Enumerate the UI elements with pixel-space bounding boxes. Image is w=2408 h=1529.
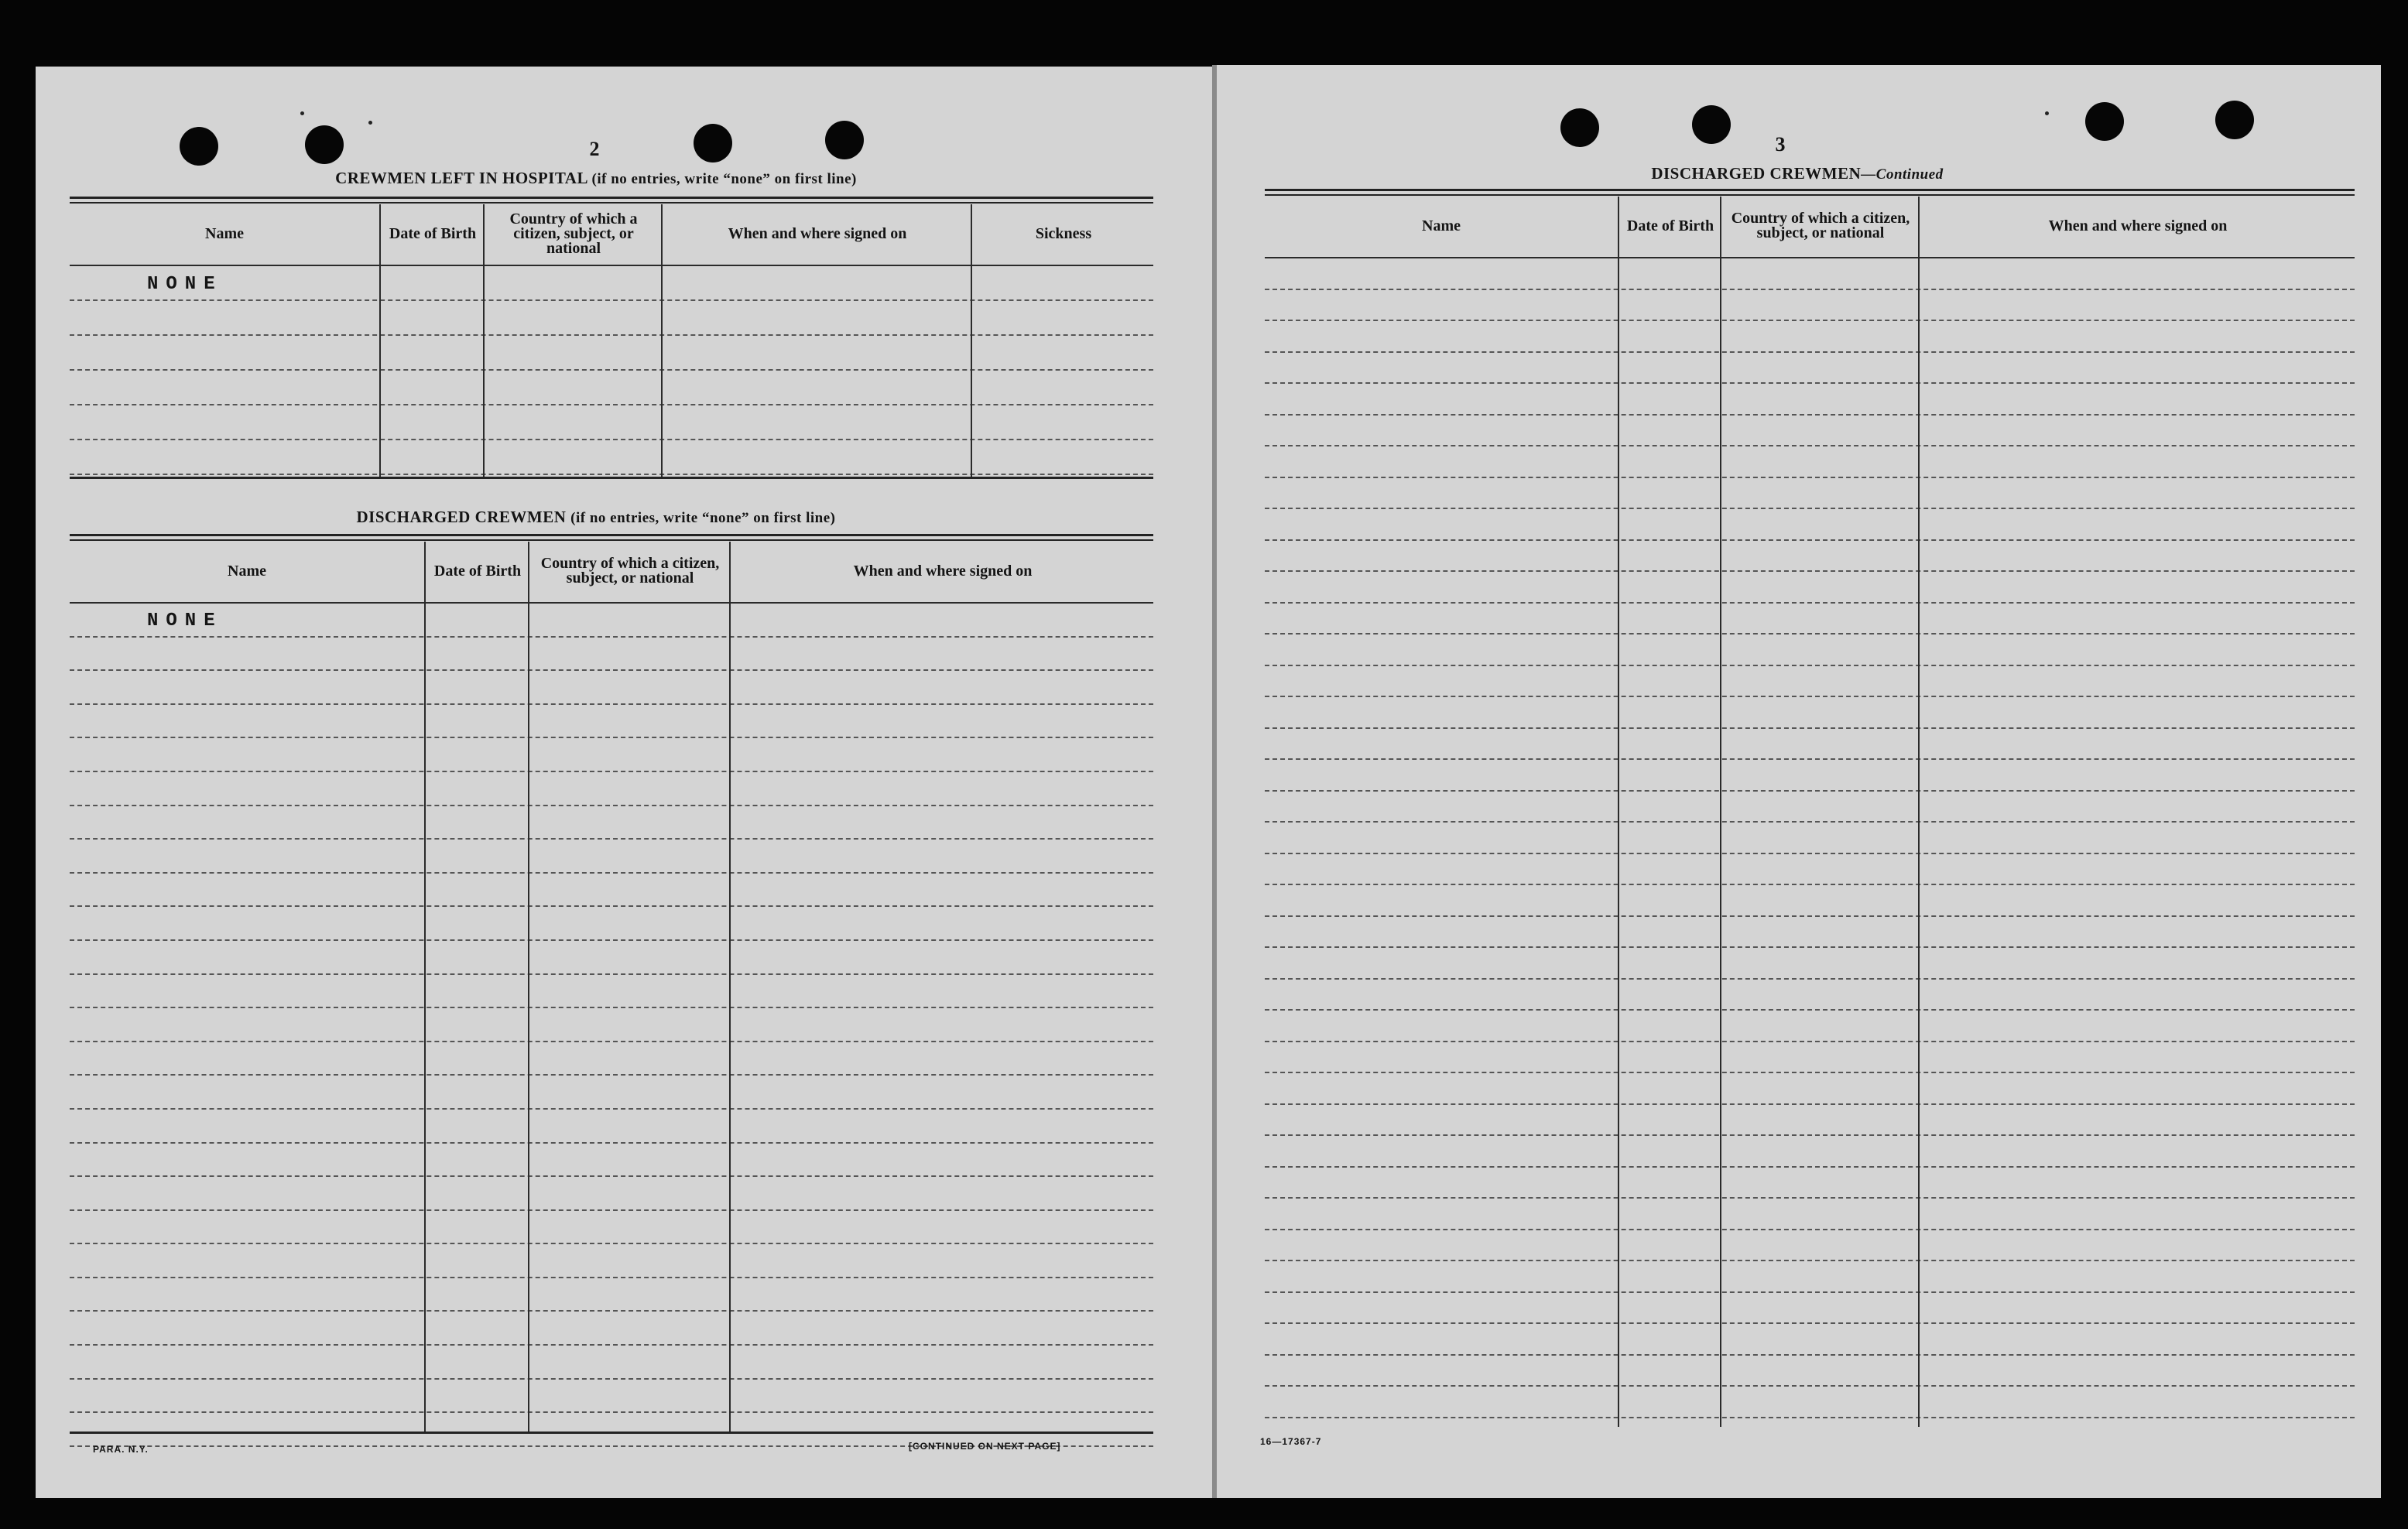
discharged-title-text: DISCHARGED CREWMEN	[356, 508, 567, 526]
table-row	[70, 705, 1153, 739]
table-row	[70, 671, 1153, 705]
continued-title-text: DISCHARGED CREWMEN	[1651, 164, 1862, 183]
table-row	[1265, 1324, 2355, 1356]
table-row	[1265, 1011, 2355, 1042]
table-row	[70, 874, 1153, 908]
punch-hole	[2215, 101, 2254, 139]
table-row	[70, 371, 1153, 405]
table-top-rule	[1265, 194, 2355, 196]
table-row	[1265, 792, 2355, 823]
discharged-rows	[70, 604, 1153, 1447]
table-row	[1265, 1042, 2355, 1074]
table-row	[1265, 1105, 2355, 1137]
table-top-rule	[70, 197, 1153, 199]
table-row	[70, 806, 1153, 840]
table-row	[1265, 1168, 2355, 1199]
column-divider	[729, 542, 731, 1433]
table-row	[70, 1008, 1153, 1042]
table-row	[1265, 384, 2355, 416]
col-header-country: Country of which a citizen, subject, or national	[1731, 210, 1910, 241]
table-row	[70, 638, 1153, 672]
table-row	[1265, 416, 2355, 447]
table-row	[70, 1177, 1153, 1211]
col-header-signed: When and where signed on	[853, 562, 1033, 580]
punch-hole	[305, 125, 344, 164]
table-bottom-rule	[70, 1432, 1153, 1434]
table-row	[1265, 1199, 2355, 1230]
table-row	[70, 975, 1153, 1009]
col-header-country: Country of which a citizen, subject, or national	[540, 555, 720, 587]
punch-hole	[1560, 108, 1599, 147]
col-header-name: Name	[1422, 217, 1461, 234]
table-row	[1265, 509, 2355, 541]
continued-suffix: —Continued	[1861, 166, 1944, 183]
name-cell: NONE	[147, 274, 223, 295]
speck	[2045, 111, 2049, 115]
discharged-table	[70, 534, 1153, 1435]
table-row	[1265, 604, 2355, 635]
table-row	[1265, 541, 2355, 573]
page-number: 3	[1775, 133, 1786, 156]
right-page	[1217, 65, 2381, 1498]
table-row	[70, 1244, 1153, 1278]
table-row	[70, 941, 1153, 975]
page-number: 2	[589, 138, 600, 160]
speck	[300, 111, 304, 115]
col-header-dob: Date of Birth	[1626, 217, 1714, 234]
table-row	[1265, 290, 2355, 322]
column-divider	[528, 542, 529, 1433]
punch-hole	[180, 127, 218, 166]
punch-hole	[825, 121, 864, 159]
table-row	[1265, 1356, 2355, 1387]
table-row	[70, 1110, 1153, 1144]
table-row	[1265, 572, 2355, 604]
table-row	[1265, 1293, 2355, 1325]
table-row	[70, 604, 1153, 638]
table-row	[1265, 760, 2355, 792]
table-row	[1265, 1387, 2355, 1418]
table-row	[70, 1346, 1153, 1380]
table-row	[70, 1278, 1153, 1312]
table-row	[70, 772, 1153, 806]
table-row	[70, 301, 1153, 336]
col-header-name: Name	[228, 562, 266, 580]
table-row	[1265, 980, 2355, 1011]
table-row	[1265, 885, 2355, 917]
col-header-sickness: Sickness	[1035, 224, 1092, 242]
discharged-continued-table	[1265, 189, 2355, 1427]
table-row	[1265, 353, 2355, 385]
col-header-signed: When and where signed on	[2048, 217, 2228, 234]
table-row	[70, 405, 1153, 440]
column-divider	[483, 204, 485, 478]
discharged-instruction: (if no entries, write “none” on first line)	[570, 510, 836, 526]
table-row	[70, 1144, 1153, 1178]
name-cell: NONE	[147, 610, 223, 631]
table-row	[70, 1076, 1153, 1110]
column-divider	[1720, 197, 1721, 1427]
hospital-title-text: CREWMEN LEFT IN HOSPITAL	[335, 169, 587, 187]
hospital-instruction: (if no entries, write “none” on first line)	[591, 171, 857, 187]
hospital-section-title	[36, 169, 1156, 188]
table-row	[70, 1312, 1153, 1346]
column-divider	[379, 204, 381, 478]
continued-note: [CONTINUED ON NEXT PAGE]	[909, 1441, 1061, 1452]
table-row	[1265, 729, 2355, 761]
table-top-rule	[1265, 189, 2355, 191]
col-header-name: Name	[205, 224, 244, 242]
column-divider	[661, 204, 663, 478]
table-row	[70, 1042, 1153, 1076]
table-row	[1265, 697, 2355, 729]
continued-rows	[1265, 258, 2355, 1418]
table-row	[70, 440, 1153, 475]
table-top-rule	[70, 202, 1153, 204]
continued-section-title	[1255, 164, 2339, 183]
table-row	[70, 266, 1153, 301]
punch-hole	[694, 124, 732, 162]
printer-imprint: PARA. N.Y.	[93, 1444, 149, 1455]
table-row	[1265, 854, 2355, 886]
table-row	[1265, 948, 2355, 980]
table-row	[70, 336, 1153, 371]
table-row	[70, 738, 1153, 772]
left-page	[36, 67, 1214, 1498]
table-row	[1265, 446, 2355, 478]
table-row	[70, 907, 1153, 941]
column-divider	[1618, 197, 1619, 1427]
col-header-dob: Date of Birth	[433, 562, 522, 580]
table-row	[1265, 823, 2355, 854]
table-row	[70, 1211, 1153, 1245]
table-top-rule	[70, 539, 1153, 541]
column-divider	[971, 204, 972, 478]
col-header-dob: Date of Birth	[389, 224, 477, 242]
table-row	[1265, 321, 2355, 353]
table-row	[1265, 1230, 2355, 1262]
table-row	[1265, 635, 2355, 666]
table-row	[1265, 666, 2355, 698]
discharged-section-title	[36, 508, 1156, 527]
table-top-rule	[70, 534, 1153, 536]
col-header-signed: When and where signed on	[728, 224, 907, 242]
table-bottom-rule	[70, 477, 1153, 479]
hospital-table	[70, 197, 1153, 480]
table-row	[1265, 478, 2355, 510]
table-row	[1265, 917, 2355, 949]
table-row	[1265, 1073, 2355, 1105]
table-row	[1265, 1136, 2355, 1168]
punch-hole	[1692, 105, 1731, 144]
form-number: 16—17367-7	[1260, 1436, 1322, 1447]
table-row	[70, 1380, 1153, 1414]
table-row	[1265, 258, 2355, 290]
hospital-rows	[70, 266, 1153, 475]
col-header-country: Country of which a citizen, subject, or national	[509, 210, 638, 257]
table-row	[70, 840, 1153, 874]
punch-hole	[2085, 102, 2124, 141]
table-row	[1265, 1261, 2355, 1293]
speck	[368, 121, 372, 125]
column-divider	[424, 542, 426, 1433]
column-divider	[1918, 197, 1920, 1427]
